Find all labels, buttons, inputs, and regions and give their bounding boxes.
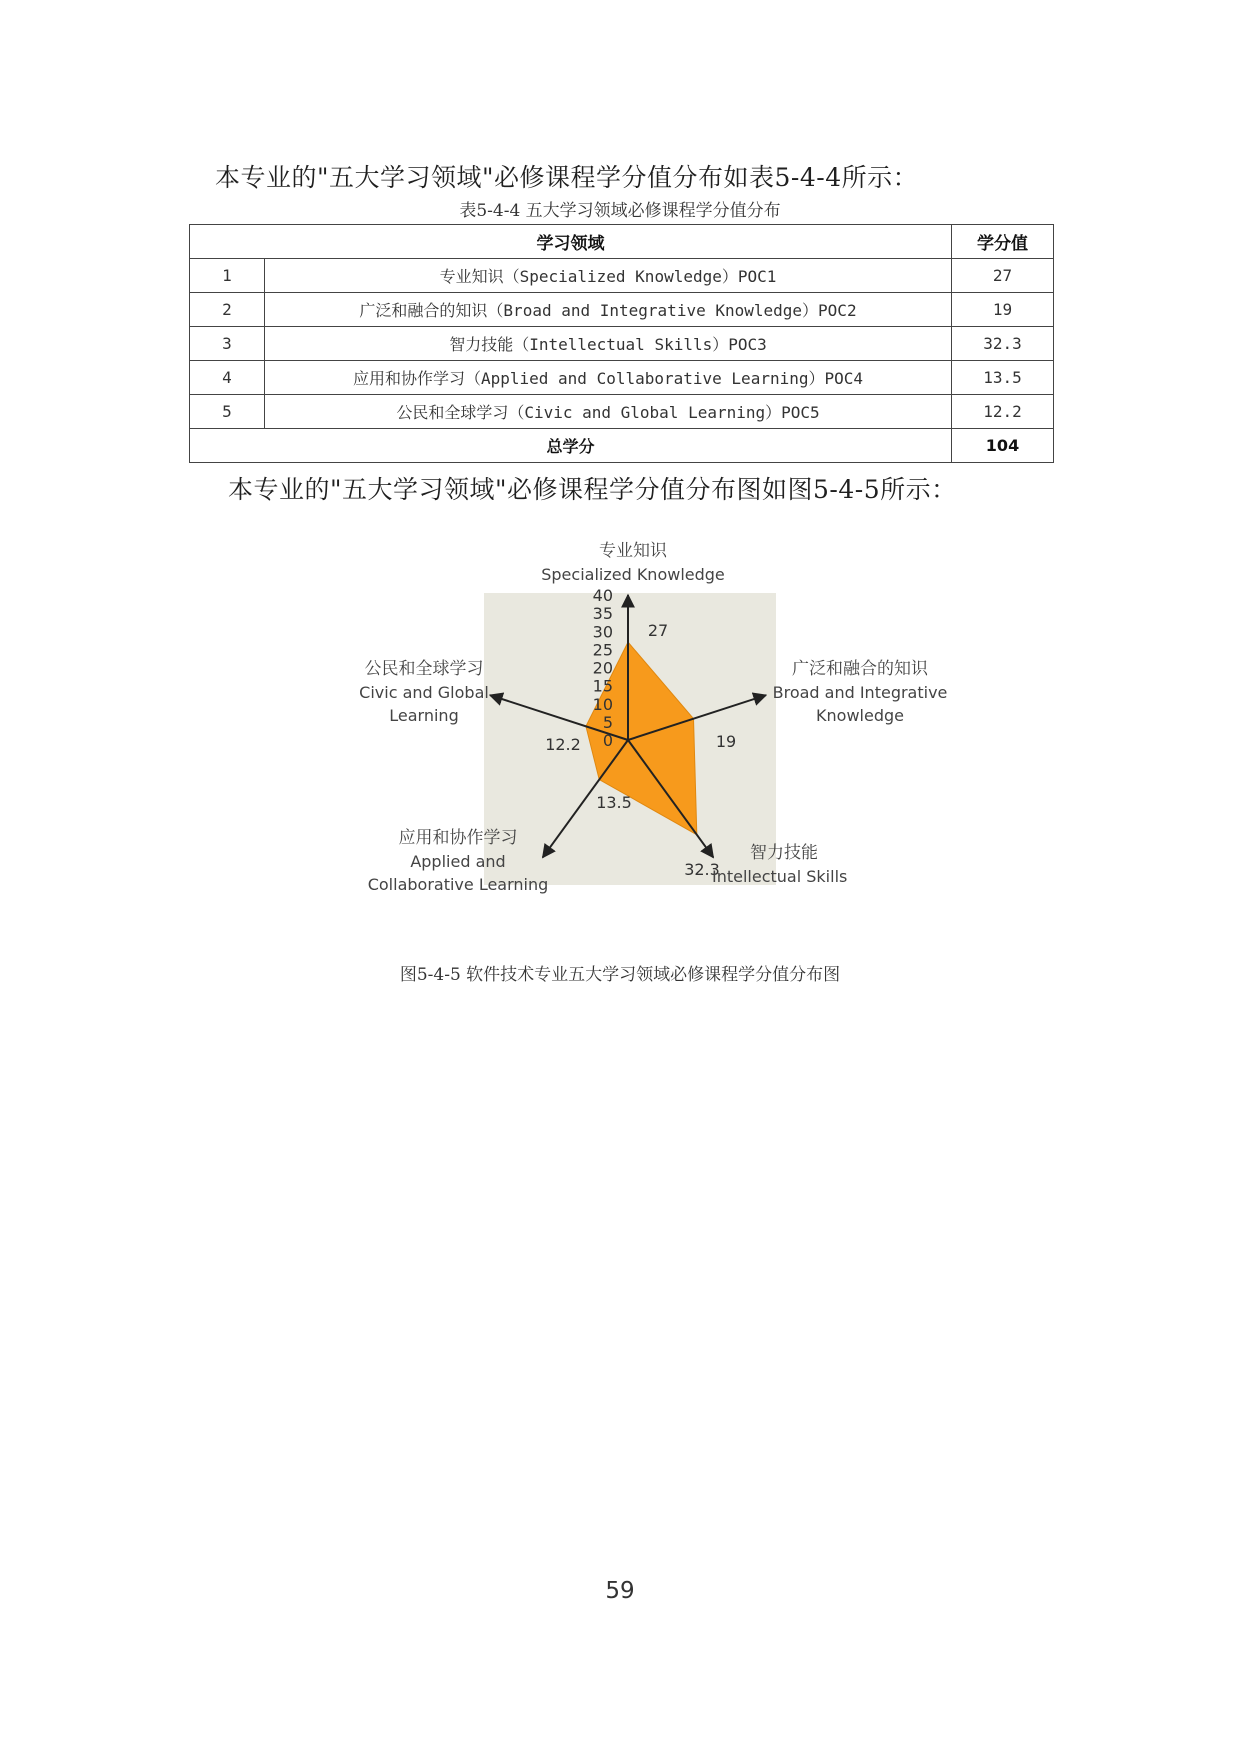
value-label: 12.2 bbox=[545, 735, 581, 754]
row-domain-name: 专业知识（Specialized Knowledge）POC1 bbox=[265, 259, 952, 293]
category-label-en: Intellectual Skills bbox=[712, 867, 848, 886]
scale-tick-label: 0 bbox=[602, 731, 613, 750]
row-credits: 32.3 bbox=[952, 327, 1054, 361]
value-label: 32.3 bbox=[684, 860, 720, 879]
row-domain-name: 智力技能（Intellectual Skills）POC3 bbox=[265, 327, 952, 361]
table-caption: 表5-4-4 五大学习领域必修课程学分值分布 bbox=[459, 201, 781, 221]
category-label-en: Knowledge bbox=[816, 706, 904, 725]
total-value: 104 bbox=[952, 429, 1054, 463]
row-number: 2 bbox=[190, 293, 265, 327]
scale-tick-label: 5 bbox=[602, 712, 613, 732]
scale-tick-label: 10 bbox=[592, 694, 613, 714]
category-label-cn: 应用和协作学习 bbox=[398, 828, 518, 848]
category-label-en: Civic and Global bbox=[359, 683, 489, 702]
category-label-en: Collaborative Learning bbox=[367, 875, 549, 894]
category-label-cn: 智力技能 bbox=[750, 843, 818, 863]
scale-tick-label: 30 bbox=[592, 622, 613, 642]
row-domain-name: 广泛和融合的知识（Broad and Integrative Knowledge）POC2 bbox=[265, 293, 952, 327]
category-label-en: Specialized Knowledge bbox=[541, 565, 725, 584]
row-number: 4 bbox=[190, 361, 265, 395]
category-label-cn: 公民和全球学习 bbox=[364, 659, 484, 679]
row-domain-name: 应用和协作学习（Applied and Collaborative Learning）POC4 bbox=[265, 361, 952, 395]
row-credits: 12.2 bbox=[952, 395, 1054, 429]
figure-caption: 图5-4-5 软件技术专业五大学习领域必修课程学分值分布图 bbox=[399, 965, 841, 985]
header-credits: 学分值 bbox=[952, 225, 1054, 259]
scale-tick-label: 15 bbox=[592, 676, 613, 696]
value-label: 13.5 bbox=[596, 793, 632, 812]
row-credits: 13.5 bbox=[952, 361, 1054, 395]
scale-tick-label: 40 bbox=[592, 586, 613, 605]
category-label-cn: 广泛和融合的知识 bbox=[792, 659, 928, 679]
total-label: 总学分 bbox=[190, 429, 952, 463]
figure-intro-paragraph: 本专业的"五大学习领域"必修课程学分值分布图如图5-4-5所示： bbox=[228, 475, 957, 504]
scale-tick-label: 20 bbox=[592, 658, 613, 678]
value-label: 27 bbox=[647, 621, 669, 640]
scale-tick-label: 25 bbox=[592, 640, 613, 660]
category-label-en: Applied and bbox=[410, 852, 506, 871]
row-number: 3 bbox=[190, 327, 265, 361]
header-domain: 学习领域 bbox=[190, 225, 952, 259]
row-credits: 19 bbox=[952, 293, 1054, 327]
category-label-en: Learning bbox=[389, 706, 459, 725]
page-number: 59 bbox=[605, 1578, 635, 1604]
category-label-cn: 专业知识 bbox=[599, 541, 667, 561]
row-domain-name: 公民和全球学习（Civic and Global Learning）POC5 bbox=[265, 395, 952, 429]
value-label: 19 bbox=[715, 732, 737, 751]
row-credits: 27 bbox=[952, 259, 1054, 293]
intro-paragraph: 本专业的"五大学习领域"必修课程学分值分布如表5-4-4所示： bbox=[215, 163, 919, 192]
row-number: 5 bbox=[190, 395, 265, 429]
row-number: 1 bbox=[190, 259, 265, 293]
category-label-en: Broad and Integrative bbox=[772, 683, 948, 702]
scale-tick-label: 35 bbox=[592, 604, 613, 624]
